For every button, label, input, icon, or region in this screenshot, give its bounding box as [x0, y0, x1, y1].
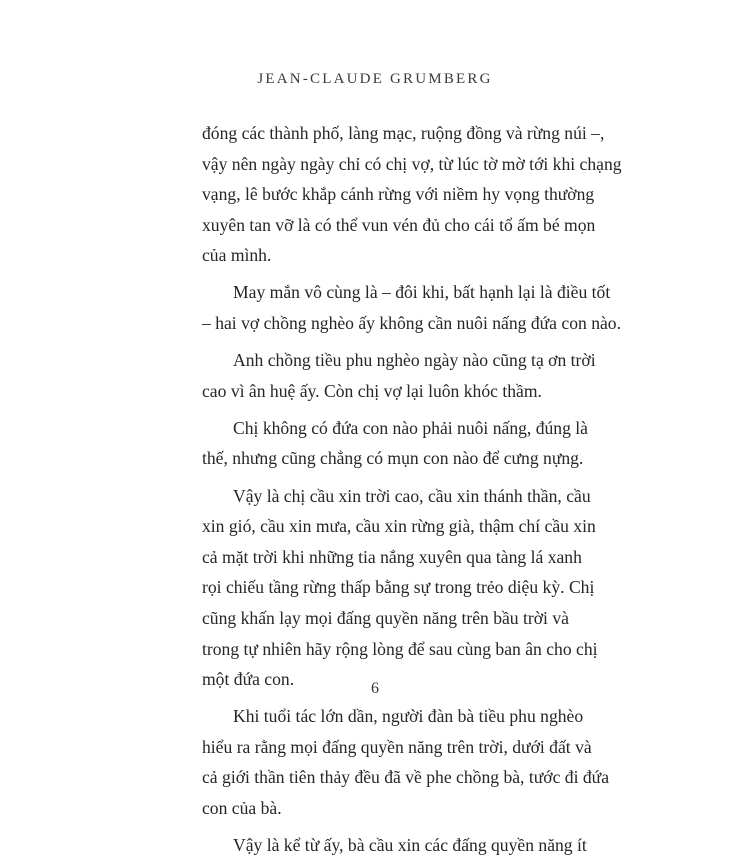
- text-line: cao vì ân huệ ấy. Còn chị vợ lại luôn khóc thầm.: [202, 380, 542, 401]
- text-line: đóng các thành phố, làng mạc, ruộng đồng và rừng núi –,: [202, 123, 605, 143]
- text-line: của mình.: [202, 245, 272, 266]
- text-line: – hai vợ chồng nghèo ấy không cần nuôi nấng đứa con nào.: [202, 313, 621, 334]
- text-line: Chị không có đứa con nào phải nuôi nấng, đúng là: [233, 417, 588, 438]
- text-line: xuyên tan vỡ là có thể vun vén đủ cho cái tổ ấm bé mọn: [202, 214, 596, 235]
- text-line: rọi chiếu tầng rừng thấp bằng sự trong trẻo diệu kỳ. Chị: [202, 577, 595, 598]
- text-line: May mắn vô cùng là – đôi khi, bất hạnh lại là điều tốt: [233, 282, 611, 303]
- body-text: [202, 118, 622, 861]
- text-line: Vậy là kể từ ấy, bà cầu xin các đấng quyền năng ít: [233, 835, 587, 856]
- paragraph: [202, 481, 598, 695]
- text-line: vậy nên ngày ngày chỉ có chị vợ, từ lúc tờ mờ tới khi chạng: [202, 153, 622, 174]
- text-line: cả giới thần tiên thảy đều đã về phe chồng bà, tước đi đứa: [202, 767, 610, 788]
- text-line: Vậy là chị cầu xin trời cao, cầu xin thánh thần, cầu: [233, 485, 591, 506]
- running-head: JEAN-CLAUDE GRUMBERG: [257, 71, 493, 87]
- text-line: xin gió, cầu xin mưa, cầu xin rừng già, thậm chí cầu xin: [202, 516, 596, 537]
- paragraph: [202, 701, 610, 823]
- page-number: 6: [371, 680, 379, 697]
- text-line: Anh chồng tiều phu nghèo ngày nào cũng tạ ơn trời: [233, 350, 596, 371]
- text-line: con của bà.: [202, 797, 282, 818]
- text-line: thế, nhưng cũng chẳng có mụn con nào để cưng nựng.: [202, 448, 584, 469]
- text-line: một đứa con.: [202, 669, 295, 690]
- text-line: cũng khấn lạy mọi đấng quyền năng trên bầu trời và: [202, 607, 569, 628]
- text-line: vạng, lê bước khắp cánh rừng với niềm hy vọng thường: [202, 184, 595, 205]
- paragraph: [202, 277, 621, 338]
- paragraph: [202, 413, 598, 474]
- text-line: Khi tuổi tác lớn dần, người đàn bà tiều phu nghèo: [233, 706, 584, 727]
- text-line: hiểu ra rằng mọi đấng quyền năng trên trời, dưới đất và: [202, 736, 592, 757]
- text-line: trong tự nhiên hãy rộng lòng để sau cùng ban ân cho chị: [202, 638, 598, 659]
- text-line: cả mặt trời khi những tia nắng xuyên qua tàng lá xanh: [202, 546, 582, 567]
- paragraph: [202, 830, 598, 861]
- paragraph: [202, 345, 598, 406]
- paragraph: [202, 118, 622, 271]
